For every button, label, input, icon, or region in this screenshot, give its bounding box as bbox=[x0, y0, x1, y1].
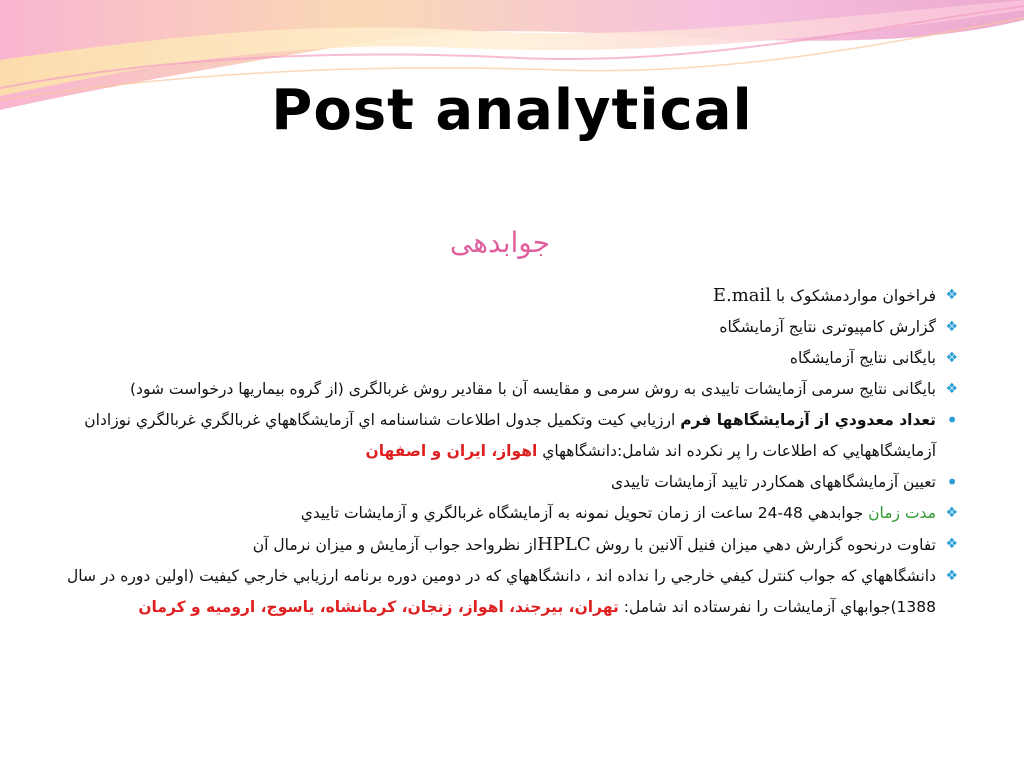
item-text: بایگانی نتایج سرمی آزمایشات تاییدی به روش سرمی و مقایسه آن با مقادیر روش غربالگری (از گروه بیماریها درخواست شود) bbox=[130, 380, 936, 398]
item-bold-text: تعداد معدودي از آزمايشگاهها فرم bbox=[680, 411, 936, 429]
item-text: بایگانی نتایج آزمایشگاه bbox=[789, 349, 936, 367]
list-item bbox=[60, 312, 958, 343]
list-item bbox=[60, 280, 958, 312]
diamond-bullet-icon: ❖ bbox=[945, 350, 958, 366]
item-highlight-text: مدت زمان bbox=[868, 504, 936, 522]
list-item bbox=[60, 374, 958, 405]
list-item bbox=[60, 343, 958, 374]
item-text: تعيين آزمايشگاههای همکاردر تاييد آزمايشات تاييدی bbox=[610, 473, 936, 491]
slide-subtitle: جوابدهی bbox=[449, 226, 551, 259]
diamond-bullet-icon: ❖ bbox=[945, 505, 958, 521]
diamond-bullet-icon: ❖ bbox=[945, 381, 958, 397]
item-text: جوابدهي 48-24 ساعت از زمان تحويل نمونه به آزمايشگاه غربالگري و آزمايشات تاييدي bbox=[300, 504, 869, 522]
list-item bbox=[60, 467, 958, 498]
email-text: E.mail bbox=[712, 285, 772, 306]
slide-title: Post analytical bbox=[271, 78, 753, 143]
diamond-bullet-icon: ❖ bbox=[945, 568, 958, 584]
diamond-bullet-icon: ❖ bbox=[945, 536, 958, 552]
list-item bbox=[60, 498, 958, 529]
list-item bbox=[60, 405, 958, 467]
list-item bbox=[60, 529, 958, 561]
item-text: تفاوت درنحوه گزارش دهي ميزان فنيل آلانين با روش bbox=[590, 536, 936, 554]
dot-bullet-icon: • bbox=[946, 408, 958, 432]
bullet-list bbox=[60, 280, 958, 623]
dot-bullet-icon: • bbox=[946, 470, 958, 494]
item-highlight-text: اهواز، ايران و اصفهان bbox=[365, 442, 538, 460]
list-item bbox=[60, 561, 958, 623]
item-text: ارزيابي کيت وتکميل جدول اطلاعات شناسنامه اي آزمايشگاههاي غربالگري غربالگري نوزادان آزمايشگاههايي که اطلاعات را پر نکرده اند شامل:دانشگاههاي bbox=[84, 411, 936, 460]
item-text: گزارش کامپیوتری نتایج آزمایشگاه bbox=[719, 318, 936, 336]
diamond-bullet-icon: ❖ bbox=[945, 319, 958, 335]
item-text: از نظرواحد جواب آزمايش و ميزان نرمال آن bbox=[252, 536, 538, 554]
hplc-text: HPLC bbox=[537, 534, 591, 555]
diamond-bullet-icon: ❖ bbox=[945, 287, 958, 303]
item-text: دانشگاههاي که جواب کنترل کيفي خارجي را نداده اند ، دانشگاههاي که در دومين دوره برنامه ارزيابي خارجي کيفيت (اولين دوره در سال 1388)جوابهاي آزمايشات را نفرستاده اند شامل: bbox=[67, 567, 936, 616]
item-highlight-text: تهران، بيرجند، اهواز، زنجان، کرمانشاه، ياسوج، اروميه و کرمان bbox=[138, 598, 619, 616]
item-text: فراخوان مواردمشکوک با bbox=[771, 287, 936, 305]
